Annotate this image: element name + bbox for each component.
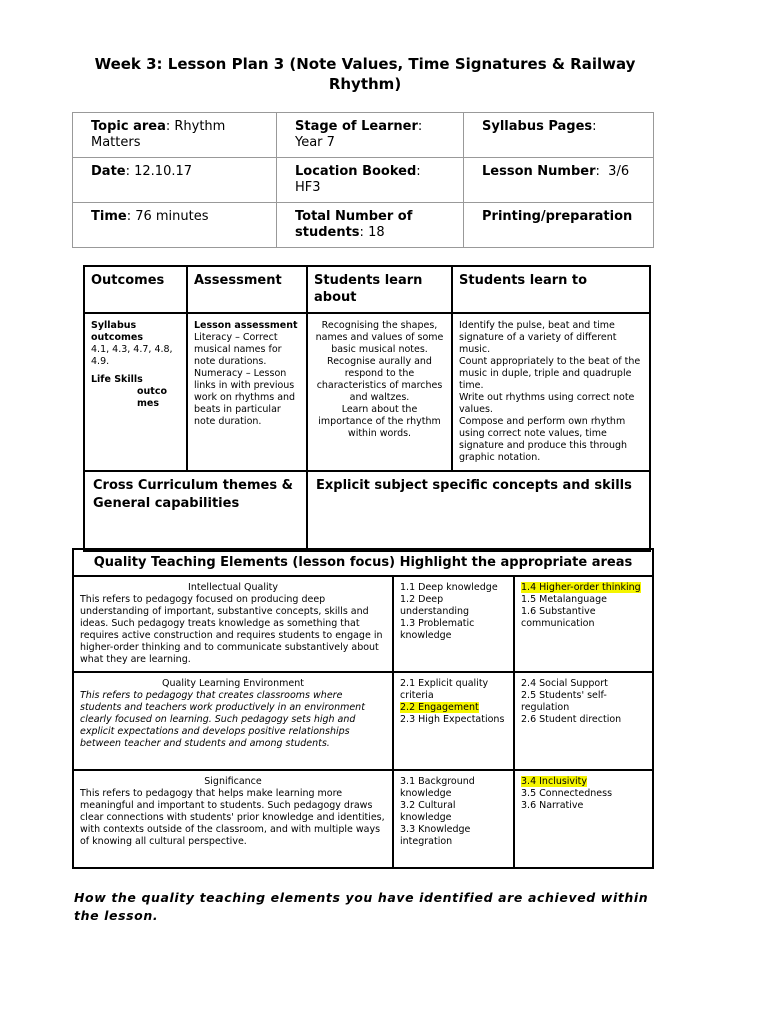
location-label: Location Booked xyxy=(295,164,417,179)
students-label: Total Number of students xyxy=(295,209,413,240)
learn-to-header: Students learn to xyxy=(452,266,650,313)
outcomes-table xyxy=(83,265,651,552)
location-cell: Location Booked: HF3 xyxy=(277,158,464,203)
qte-element: 3.2 Cultural knowledge xyxy=(400,800,456,823)
qte-element: 3.3 Knowledge integration xyxy=(400,824,471,847)
qte-col1 xyxy=(393,576,514,672)
printing-cell xyxy=(464,203,654,248)
explicit-concepts-cell xyxy=(307,471,650,551)
students-cell: Total Number of students: 18 xyxy=(277,203,464,248)
qte-row-description xyxy=(73,672,393,770)
lesson-number-cell: Lesson Number: 3/6 xyxy=(464,158,654,203)
explicit-concepts-label: Explicit subject specific concepts and skills xyxy=(316,478,632,493)
topic-cell: Topic area: Rhythm Matters xyxy=(73,113,277,158)
date-value: 12.10.17 xyxy=(134,164,193,179)
time-cell: Time: 76 minutes xyxy=(73,203,277,248)
students-value: 18 xyxy=(368,225,385,240)
learn-to-item: Write out rhythms using correct note values. xyxy=(459,392,635,415)
qte-element: 1.6 Substantive communication xyxy=(521,606,596,629)
qte-row-title: Significance xyxy=(204,776,262,787)
qte-element-highlighted: 1.4 Higher-order thinking xyxy=(521,582,641,593)
qte-row-description xyxy=(73,576,393,672)
assessment-cell xyxy=(187,313,307,471)
qte-row-title: Intellectual Quality xyxy=(188,582,278,593)
location-value: HF3 xyxy=(295,180,321,195)
qte-row-text: This refers to pedagogy focused on producing deep understanding of important, substantive concepts, skills and ideas. Such pedagogy treats knowledge as something that requires active construction and requires students to engage in higher-order thinking and to communicate substantively about what they are learning. xyxy=(80,594,383,665)
learn-to-item: Identify the pulse, beat and time signature of a variety of different music. xyxy=(459,320,617,355)
learn-about-cell xyxy=(307,313,452,471)
time-value: 76 minutes xyxy=(135,209,209,224)
qte-row-description xyxy=(73,770,393,868)
lesson-number-value: 3/6 xyxy=(608,164,630,179)
page-title: Week 3: Lesson Plan 3 (Note Values, Time Signatures & Railway Rhythm) xyxy=(94,55,636,93)
learn-about-item: Recognise aurally and respond to the characteristics of marches and waltzes. xyxy=(316,356,443,403)
outcomes-cell xyxy=(84,313,187,471)
qte-col1 xyxy=(393,770,514,868)
qte-element: 1.5 Metalanguage xyxy=(521,594,607,605)
learn-about-header: Students learn about xyxy=(307,266,452,313)
learn-to-item: Compose and perform own rhythm using correct note values, time signature and produce this through graphic notation. xyxy=(459,416,628,463)
qte-element: 1.1 Deep knowledge xyxy=(400,582,498,593)
topic-value: Rhythm Matters xyxy=(91,119,226,150)
qte-element-highlighted: 2.2 Engagement xyxy=(400,702,479,713)
cross-curriculum-label: Cross Curriculum themes & General capabilities xyxy=(93,478,293,511)
qte-element-highlighted: 3.4 Inclusivity xyxy=(521,776,588,787)
outcomes-header: Outcomes xyxy=(84,266,187,313)
printing-label: Printing/preparation xyxy=(482,209,633,224)
qte-element: 2.5 Students' self-regulation xyxy=(521,690,607,713)
qte-element: 3.5 Connectedness xyxy=(521,788,613,799)
qte-col2 xyxy=(514,576,653,672)
cross-curriculum-cell xyxy=(84,471,307,551)
qte-col1 xyxy=(393,672,514,770)
syllabus-cell: Syllabus Pages: xyxy=(464,113,654,158)
syllabus-label: Syllabus Pages xyxy=(482,119,593,134)
syllabus-outcomes-label: Syllabus outcomes xyxy=(91,320,143,343)
life-skills-label: Life Skills xyxy=(91,374,143,385)
life-skills-outcomes-label: outcomes xyxy=(137,386,167,409)
stage-label: Stage of Learner xyxy=(295,119,418,134)
quality-teaching-table xyxy=(72,548,654,869)
assessment-header: Assessment xyxy=(187,266,307,313)
assessment-text: Literacy – Correct musical names for note durations. Numeracy – Lesson links in with previous work on rhythms and beats in particular note duration. xyxy=(194,332,296,427)
qte-row-text: This refers to pedagogy that helps make learning more meaningful and important to students. Such pedagogy draws clear connections with students' prior knowledge and identities, with contexts outside of the classroom, and with multiple ways of knowing all cultural perspective. xyxy=(80,788,385,847)
learn-to-cell xyxy=(452,313,650,471)
stage-value: Year 7 xyxy=(295,135,335,150)
qte-row-title: Quality Learning Environment xyxy=(162,678,304,689)
lesson-info-table xyxy=(72,112,654,248)
time-label: Time xyxy=(91,209,127,224)
qte-element: 1.3 Problematic knowledge xyxy=(400,618,475,641)
achievement-prompt: How the quality teaching elements you have identified are achieved within the lesson. xyxy=(74,890,649,923)
lesson-number-label: Lesson Number xyxy=(482,164,596,179)
qte-element: 3.6 Narrative xyxy=(521,800,584,811)
syllabus-outcomes-values: 4.1, 4.3, 4.7, 4.8, 4.9. xyxy=(91,344,173,367)
learn-about-item: Recognising the shapes, names and values of some basic musical notes. xyxy=(315,320,444,355)
qte-element: 2.4 Social Support xyxy=(521,678,608,689)
qte-col2 xyxy=(514,672,653,770)
assessment-title: Lesson assessment xyxy=(194,320,298,331)
date-label: Date xyxy=(91,164,126,179)
qte-row-text: This refers to pedagogy that creates classrooms where students and teachers work productively in an environment clearly focused on learning. Such pedagogy sets high and explicit expectations and develops positive relationships between teacher and students and among students. xyxy=(80,690,365,749)
qte-heading: Quality Teaching Elements (lesson focus) Highlight the appropriate areas xyxy=(73,549,653,576)
qte-col2 xyxy=(514,770,653,868)
date-cell: Date: 12.10.17 xyxy=(73,158,277,203)
qte-element: 2.1 Explicit quality criteria xyxy=(400,678,489,701)
qte-element: 1.2 Deep understanding xyxy=(400,594,470,617)
qte-element: 2.6 Student direction xyxy=(521,714,622,725)
topic-label: Topic area xyxy=(91,119,166,134)
learn-to-item: Count appropriately to the beat of the music in duple, triple and quadruple time. xyxy=(459,356,641,391)
qte-element: 2.3 High Expectations xyxy=(400,714,505,725)
learn-about-item: Learn about the importance of the rhythm within words. xyxy=(318,404,441,439)
qte-element: 3.1 Background knowledge xyxy=(400,776,475,799)
stage-cell: Stage of Learner: Year 7 xyxy=(277,113,464,158)
